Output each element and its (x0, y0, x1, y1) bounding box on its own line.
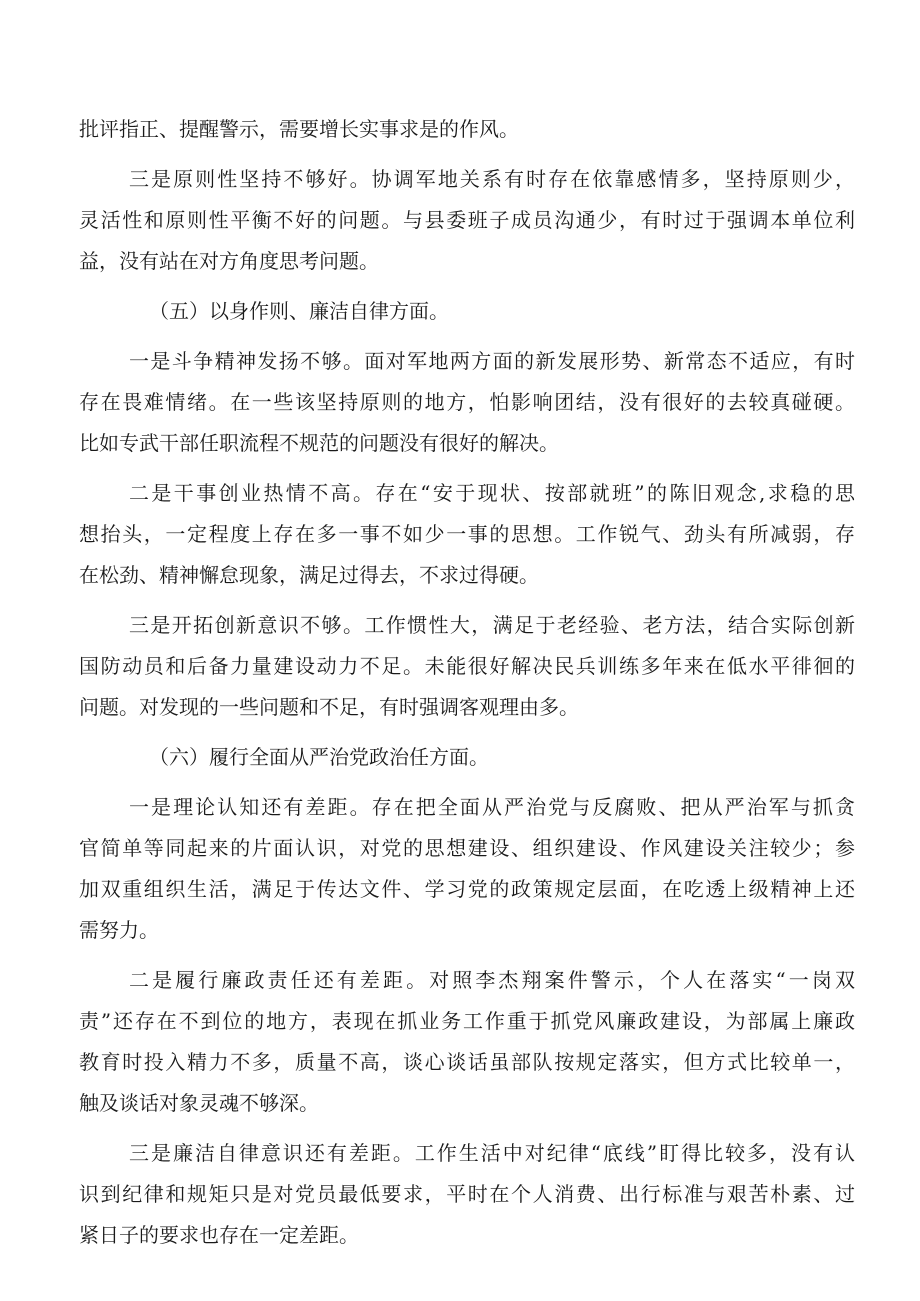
text-line: 紧日子的要求也存在一定差距。 (79, 1223, 359, 1247)
text-line: 三是廉洁自律意识还有差距。工作生活中对纪律“底线”盯得比较多，没有认 (129, 1141, 855, 1165)
text-line: 识到纪律和规矩只是对党员最低要求，平时在个人消费、出行标准与艰苦朴素、过 (79, 1182, 855, 1206)
text-line: 三是开拓创新意识不够。工作惯性大，满足于老经验、老方法，结合实际创新 (129, 613, 855, 637)
text-line: 触及谈话对象灵魂不够深。 (79, 1091, 319, 1115)
text-line: 教育时投入精力不多，质量不高，谈心谈话虽部队按规定落实，但方式比较单一， (79, 1050, 855, 1074)
section-heading: （五）以身作则、廉洁自律方面。 (149, 299, 449, 323)
text-line: 一是斗争精神发扬不够。面对军地两方面的新发展形势、新常态不适应，有时 (129, 349, 855, 373)
text-line: 责”还存在不到位的地方，表现在抓业务工作重于抓党风廉政建设，为部属上廉政 (79, 1009, 855, 1033)
section-heading: （六）履行全面从严治党政治任方面。 (149, 745, 489, 769)
text-line: 官简单等同起来的片面认识，对党的思想建设、组织建设、作风建设关注较少；参 (79, 836, 855, 860)
text-line: 二是履行廉政责任还有差距。对照李杰翔案件警示，个人在落实“一岗双 (129, 968, 855, 992)
text-line: 需努力。 (79, 918, 159, 942)
document-body (0, 109, 920, 1256)
text-line: 在松劲、精神懈怠现象，满足过得去，不求过得硬。 (79, 563, 539, 587)
text-line: 三是原则性坚持不够好。协调军地关系有时存在依靠感情多，坚持原则少， (129, 167, 855, 191)
text-line: 加双重组织生活，满足于传达文件、学习党的政策规定层面，在吃透上级精神上还 (79, 877, 855, 901)
text-line: 二是干事创业热情不高。存在“安于现状、按部就班”的陈旧观念,求稳的思 (129, 481, 855, 505)
text-line: 问题。对发现的一些问题和不足，有时强调客观理由多。 (79, 695, 579, 719)
text-line: 灵活性和原则性平衡不好的问题。与县委班子成员沟通少，有时过于强调本单位利 (79, 208, 855, 232)
text-line: 益，没有站在对方角度思考问题。 (79, 249, 379, 273)
text-line: 国防动员和后备力量建设动力不足。未能很好解决民兵训练多年来在低水平徘徊的 (79, 654, 855, 678)
text-line: 比如专武干部任职流程不规范的问题没有很好的解决。 (79, 431, 559, 455)
text-line: 一是理论认知还有差距。存在把全面从严治党与反腐败、把从严治军与抓贪 (129, 795, 855, 819)
text-line: 批评指正、提醒警示，需要增长实事求是的作风。 (79, 117, 519, 141)
text-line: 存在畏难情绪。在一些该坚持原则的地方，怕影响团结，没有很好的去较真碰硬。 (79, 390, 855, 414)
text-line: 想抬头，一定程度上存在多一事不如少一事的思想。工作锐气、劲头有所减弱，存 (79, 522, 855, 546)
